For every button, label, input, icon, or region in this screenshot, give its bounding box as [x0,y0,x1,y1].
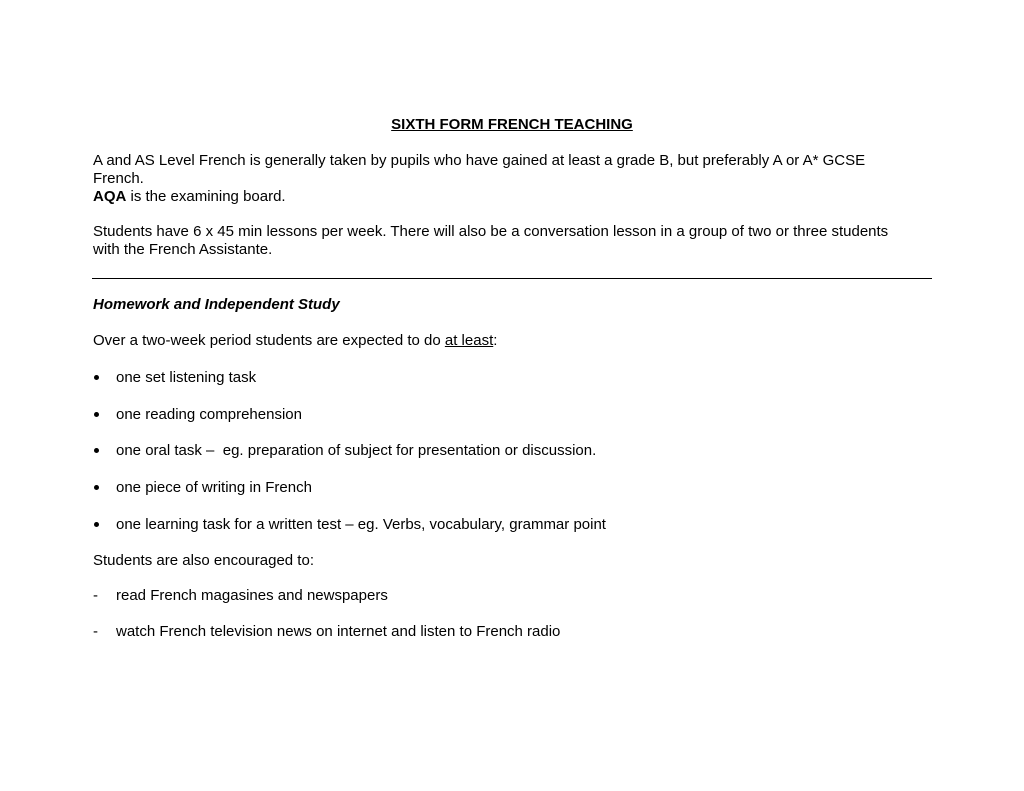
bullet-icon [93,479,107,497]
homework-lead-prefix: Over a two-week period students are expected to do [93,332,445,349]
lessons-line-2: with the French Assistante. [93,241,273,258]
homework-heading: Homework and Independent Study [93,296,340,313]
task-text: one reading comprehension [116,406,302,423]
section-divider [92,278,932,279]
lessons-paragraph [93,223,933,259]
encouraged-lead: Students are also encouraged to: [93,552,314,569]
bullet-icon [93,442,107,460]
homework-lead-suffix: : [493,332,498,349]
task-text: one oral task – eg. preparation of subject for presentation or discussion. [116,442,597,459]
bullet-icon [93,406,107,424]
task-text: one learning task for a written test – eg. Verbs, vocabulary, grammar point [116,516,606,533]
intro-line-1: A and AS Level French is generally taken by pupils who have gained at least a grade B, but preferably A or A* GCSE [93,152,866,169]
task-text: one set listening task [116,369,257,386]
homework-lead-emphasis: at least [444,332,494,349]
dash-marker: - [93,623,98,640]
dash-marker: - [93,587,98,604]
bullet-icon [93,369,107,387]
task-text: one piece of writing in French [116,479,312,496]
homework-lead [93,332,933,350]
page-title: SIXTH FORM FRENCH TEACHING [391,116,633,133]
encouraged-text: watch French television news on internet and listen to French radio [116,623,561,640]
lessons-line-1: Students have 6 x 45 min lessons per week. There will also be a conversation lesson in a group of two or three students [93,223,889,240]
board-text: is the examining board. [126,188,286,205]
intro-line-2: French. [93,170,144,187]
encouraged-text: read French magasines and newspapers [116,587,388,604]
intro-paragraph [93,152,933,206]
examining-board-line [93,188,933,206]
board-name: AQA [93,188,127,205]
bullet-icon [93,516,107,534]
